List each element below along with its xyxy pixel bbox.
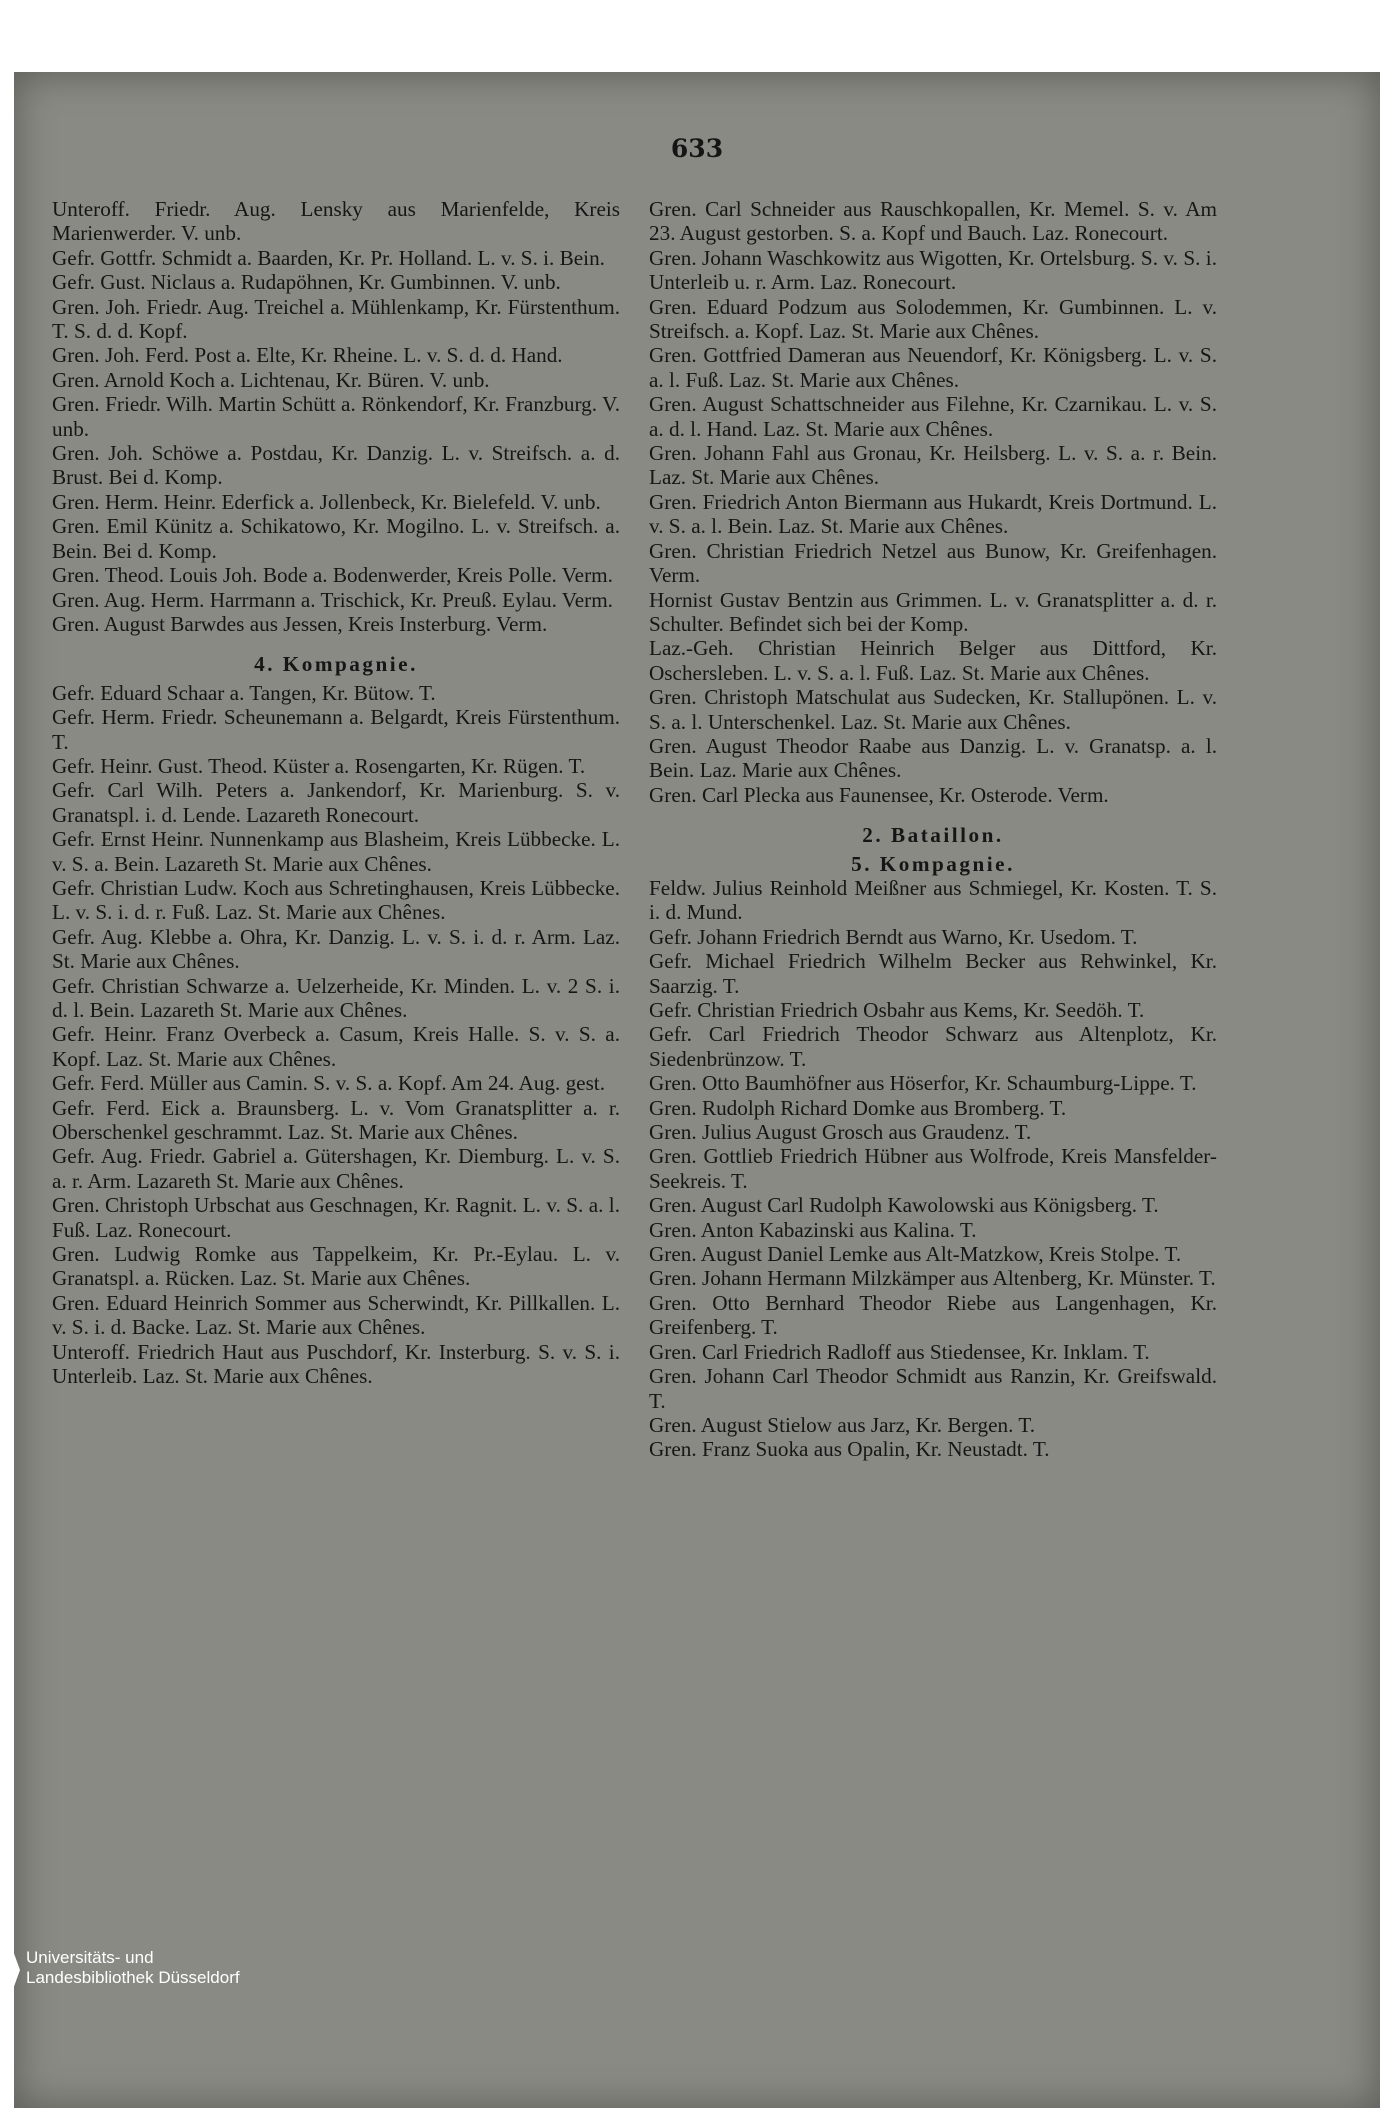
section-heading: 4. Kompagnie. [254,652,418,677]
casualty-entry: Gren. Friedr. Wilh. Martin Schütt a. Rönkendorf, Kr. Franzburg. V. unb. [52,392,620,441]
casualty-entry: Gefr. Christian Schwarze a. Uelzerheide, Kr. Minden. L. v. 2 S. i. d. l. Bein. Lazareth St. Marie aux Chênes. [52,973,620,1022]
casualty-entry: Gefr. Carl Wilh. Peters a. Jankendorf, Kr. Marienburg. S. v. Granatspl. i. d. Lende. Lazareth Ronecourt. [52,778,620,827]
casualty-entry: Gren. Gottlieb Friedrich Hübner aus Wolfrode, Kreis Mansfelder-Seekreis. T. [649,1144,1217,1193]
casualty-entry: Gren. Theod. Louis Joh. Bode a. Bodenwerder, Kreis Polle. Verm. [52,563,613,588]
casualty-entry: Gren. Christian Friedrich Netzel aus Bunow, Kr. Greifenhagen. Verm. [649,538,1217,588]
casualty-entry: Gren. Christoph Urbschat aus Geschnagen, Kr. Ragnit. L. v. S. a. l. Fuß. Laz. Ronecourt. [52,1193,620,1242]
casualty-entry: Gren. Eduard Heinrich Sommer aus Scherwindt, Kr. Pillkallen. L. v. S. i. d. Backe. Laz. St. Marie aux Chênes. [52,1290,620,1340]
casualty-entry: Laz.-Geh. Christian Heinrich Belger aus Dittford, Kr. Oschersleben. L. v. S. a. l. Fuß. Laz. St. Marie aux Chênes. [649,636,1217,685]
casualty-entry: Unteroff. Friedrich Haut aus Puschdorf, Kr. Insterburg. S. v. S. i. Unterleib. Laz. St. Marie aux Chênes. [52,1339,620,1389]
library-logo-text [26,1948,240,1988]
casualty-entry: Gren. Johann Carl Theodor Schmidt aus Ranzin, Kr. Greifswald. T. [649,1364,1217,1413]
casualty-entry: Gren. Gottfried Dameran aus Neuendorf, Kr. Königsberg. L. v. S. a. l. Fuß. Laz. St. Marie aux Chênes. [649,343,1217,392]
section-heading: 2. Bataillon. [862,823,1004,848]
casualty-entry: Gefr. Michael Friedrich Wilhelm Becker aus Rehwinkel, Kr. Saarzig. T. [649,949,1217,998]
casualty-entry: Gefr. Carl Friedrich Theodor Schwarz aus Altenplotz, Kr. Siedenbrünzow. T. [649,1022,1217,1071]
casualty-entry: Gren. Eduard Podzum aus Solodemmen, Kr. Gumbinnen. L. v. Streifsch. a. Kopf. Laz. St. Marie aux Chênes. [649,294,1217,344]
library-logo-mark [0,1948,20,1992]
casualty-entry: Gefr. Ernst Heinr. Nunnenkamp aus Blasheim, Kreis Lübbecke. L. v. S. a. Bein. Lazareth St. Marie aux Chênes. [52,827,620,876]
casualty-entry: Gren. Otto Bernhard Theodor Riebe aus Langenhagen, Kr. Greifenberg. T. [649,1290,1217,1340]
section-heading: 5. Kompagnie. [851,851,1015,876]
casualty-entry: Gren. Otto Baumhöfner aus Höserfor, Kr. Schaumburg-Lippe. T. [649,1071,1197,1096]
right-column [649,197,1217,1462]
casualty-entry: Gefr. Christian Friedrich Osbahr aus Kems, Kr. Seedöh. T. [649,998,1145,1022]
left-column [52,197,620,1389]
library-logo [0,1948,240,1992]
casualty-entry: Gren. August Carl Rudolph Kawolowski aus Königsberg. T. [649,1193,1159,1218]
casualty-entry: Gefr. Gust. Niclaus a. Rudapöhnen, Kr. Gumbinnen. V. unb. [52,270,561,295]
casualty-entry: Gren. Carl Plecka aus Faunensee, Kr. Osterode. Verm. [649,782,1109,807]
casualty-entry: Gren. August Stielow aus Jarz, Kr. Bergen. T. [649,1412,1036,1437]
casualty-entry: Gren. Ludwig Romke aus Tappelkeim, Kr. Pr.-Eylau. L. v. Granatspl. a. Rücken. Laz. St. Marie aux Chênes. [52,1242,620,1291]
casualty-entry: Gefr. Aug. Klebbe a. Ohra, Kr. Danzig. L. v. S. i. d. r. Arm. Laz. St. Marie aux Chênes. [52,924,620,974]
casualty-entry: Gren. Johann Waschkowitz aus Wigotten, Kr. Ortelsburg. S. v. S. i. Unterleib u. r. Arm. Laz. Ronecourt. [649,245,1217,295]
casualty-entry: Gren. Rudolph Richard Domke aus Bromberg. T. [649,1095,1067,1120]
casualty-entry: Gefr. Aug. Friedr. Gabriel a. Gütershagen, Kr. Diemburg. L. v. S. a. r. Arm. Lazareth St. Marie aux Chênes. [52,1144,620,1193]
casualty-entry: Gefr. Heinr. Franz Overbeck a. Casum, Kreis Halle. S. v. S. a. Kopf. Laz. St. Marie aux Chênes. [52,1022,620,1071]
casualty-entry: Gren. Friedrich Anton Biermann aus Hukardt, Kreis Dortmund. L. v. S. a. l. Bein. Laz. St. Marie aux Chênes. [649,489,1217,539]
page-number: 633 [670,134,724,163]
casualty-entry: Unteroff. Friedr. Aug. Lensky aus Marienfelde, Kreis Marienwerder. V. unb. [52,197,620,246]
casualty-entry: Gren. Emil Künitz a. Schikatowo, Kr. Mogilno. L. v. Streifsch. a. Bein. Bei d. Komp. [52,514,620,563]
casualty-entry: Gren. Herm. Heinr. Ederfick a. Jollenbeck, Kr. Bielefeld. V. unb. [52,489,601,514]
casualty-entry: Gren. Joh. Schöwe a. Postdau, Kr. Danzig. L. v. Streifsch. a. d. Brust. Bei d. Komp. [52,441,620,490]
casualty-entry: Gefr. Christian Ludw. Koch aus Schretinghausen, Kreis Lübbecke. L. v. S. i. d. r. Fuß. Laz. St. Marie aux Chênes. [52,875,620,925]
casualty-entry: Gefr. Ferd. Eick a. Braunsberg. L. v. Vom Granatsplitter a. r. Oberschenkel geschrammt. Laz. St. Marie aux Chênes. [52,1095,620,1145]
casualty-entry: Gren. Johann Fahl aus Gronau, Kr. Heilsberg. L. v. S. a. r. Bein. Laz. St. Marie aux Chênes. [649,441,1217,490]
casualty-entry: Gren. Johann Hermann Milzkämper aus Altenberg, Kr. Münster. T. [649,1266,1216,1291]
casualty-entry: Gefr. Heinr. Gust. Theod. Küster a. Rosengarten, Kr. Rügen. T. [52,753,586,778]
casualty-entry: Gren. Carl Schneider aus Rauschkopallen, Kr. Memel. S. v. Am 23. August gestorben. S. a. Kopf und Bauch. Laz. Ronecourt. [649,197,1217,246]
casualty-entry: Gren. Franz Suoka aus Opalin, Kr. Neustadt. T. [649,1437,1050,1462]
casualty-entry: Gefr. Eduard Schaar a. Tangen, Kr. Bütow. T. [52,680,436,705]
casualty-entry: Gren. Anton Kabazinski aus Kalina. T. [649,1217,977,1242]
casualty-entry: Gefr. Gottfr. Schmidt a. Baarden, Kr. Pr. Holland. L. v. S. i. Bein. [52,245,605,270]
library-logo-line2: Landesbibliothek Düsseldorf [26,1968,240,1987]
scanned-page [14,72,1380,2108]
casualty-entry: Gren. August Daniel Lemke aus Alt-Matzkow, Kreis Stolpe. T. [649,1242,1182,1267]
casualty-entry: Gren. Christoph Matschulat aus Sudecken, Kr. Stallupönen. L. v. S. a. l. Unterschenkel. Laz. St. Marie aux Chênes. [649,685,1217,734]
casualty-entry: Gefr. Ferd. Müller aus Camin. S. v. S. a. Kopf. Am 24. Aug. gest. [52,1071,605,1096]
casualty-entry: Gren. Arnold Koch a. Lichtenau, Kr. Büren. V. unb. [52,367,490,392]
casualty-entry: Gren. Aug. Herm. Harrmann a. Trischick, Kr. Preuß. Eylau. Verm. [52,587,613,612]
casualty-entry: Hornist Gustav Bentzin aus Grimmen. L. v. Granatsplitter a. d. r. Schulter. Befindet sich bei der Komp. [649,587,1217,636]
casualty-entry: Gren. Julius August Grosch aus Graudenz. T. [649,1120,1032,1145]
casualty-entry: Gren. August Theodor Raabe aus Danzig. L. v. Granatsp. a. l. Bein. Laz. Marie aux Chênes. [649,733,1217,783]
casualty-entry: Gren. August Barwdes aus Jessen, Kreis Insterburg. Verm. [52,611,548,636]
casualty-entry: Gren. August Schattschneider aus Filehne, Kr. Czarnikau. L. v. S. a. d. l. Hand. Laz. St. Marie aux Chênes. [649,392,1217,441]
casualty-entry: Feldw. Julius Reinhold Meißner aus Schmiegel, Kr. Kosten. T. S. i. d. Mund. [649,875,1217,925]
casualty-entry: Gren. Carl Friedrich Radloff aus Stiedensee, Kr. Inklam. T. [649,1339,1150,1364]
casualty-entry: Gefr. Herm. Friedr. Scheunemann a. Belgardt, Kreis Fürstenthum. T. [52,705,620,754]
library-logo-line1: Universitäts- und [26,1948,154,1967]
casualty-entry: Gren. Joh. Friedr. Aug. Treichel a. Mühlenkamp, Kr. Fürstenthum. T. S. d. d. Kopf. [52,294,620,344]
casualty-entry: Gefr. Johann Friedrich Berndt aus Warno, Kr. Usedom. T. [649,924,1138,949]
casualty-entry: Gren. Joh. Ferd. Post a. Elte, Kr. Rheine. L. v. S. d. d. Hand. [52,343,563,368]
